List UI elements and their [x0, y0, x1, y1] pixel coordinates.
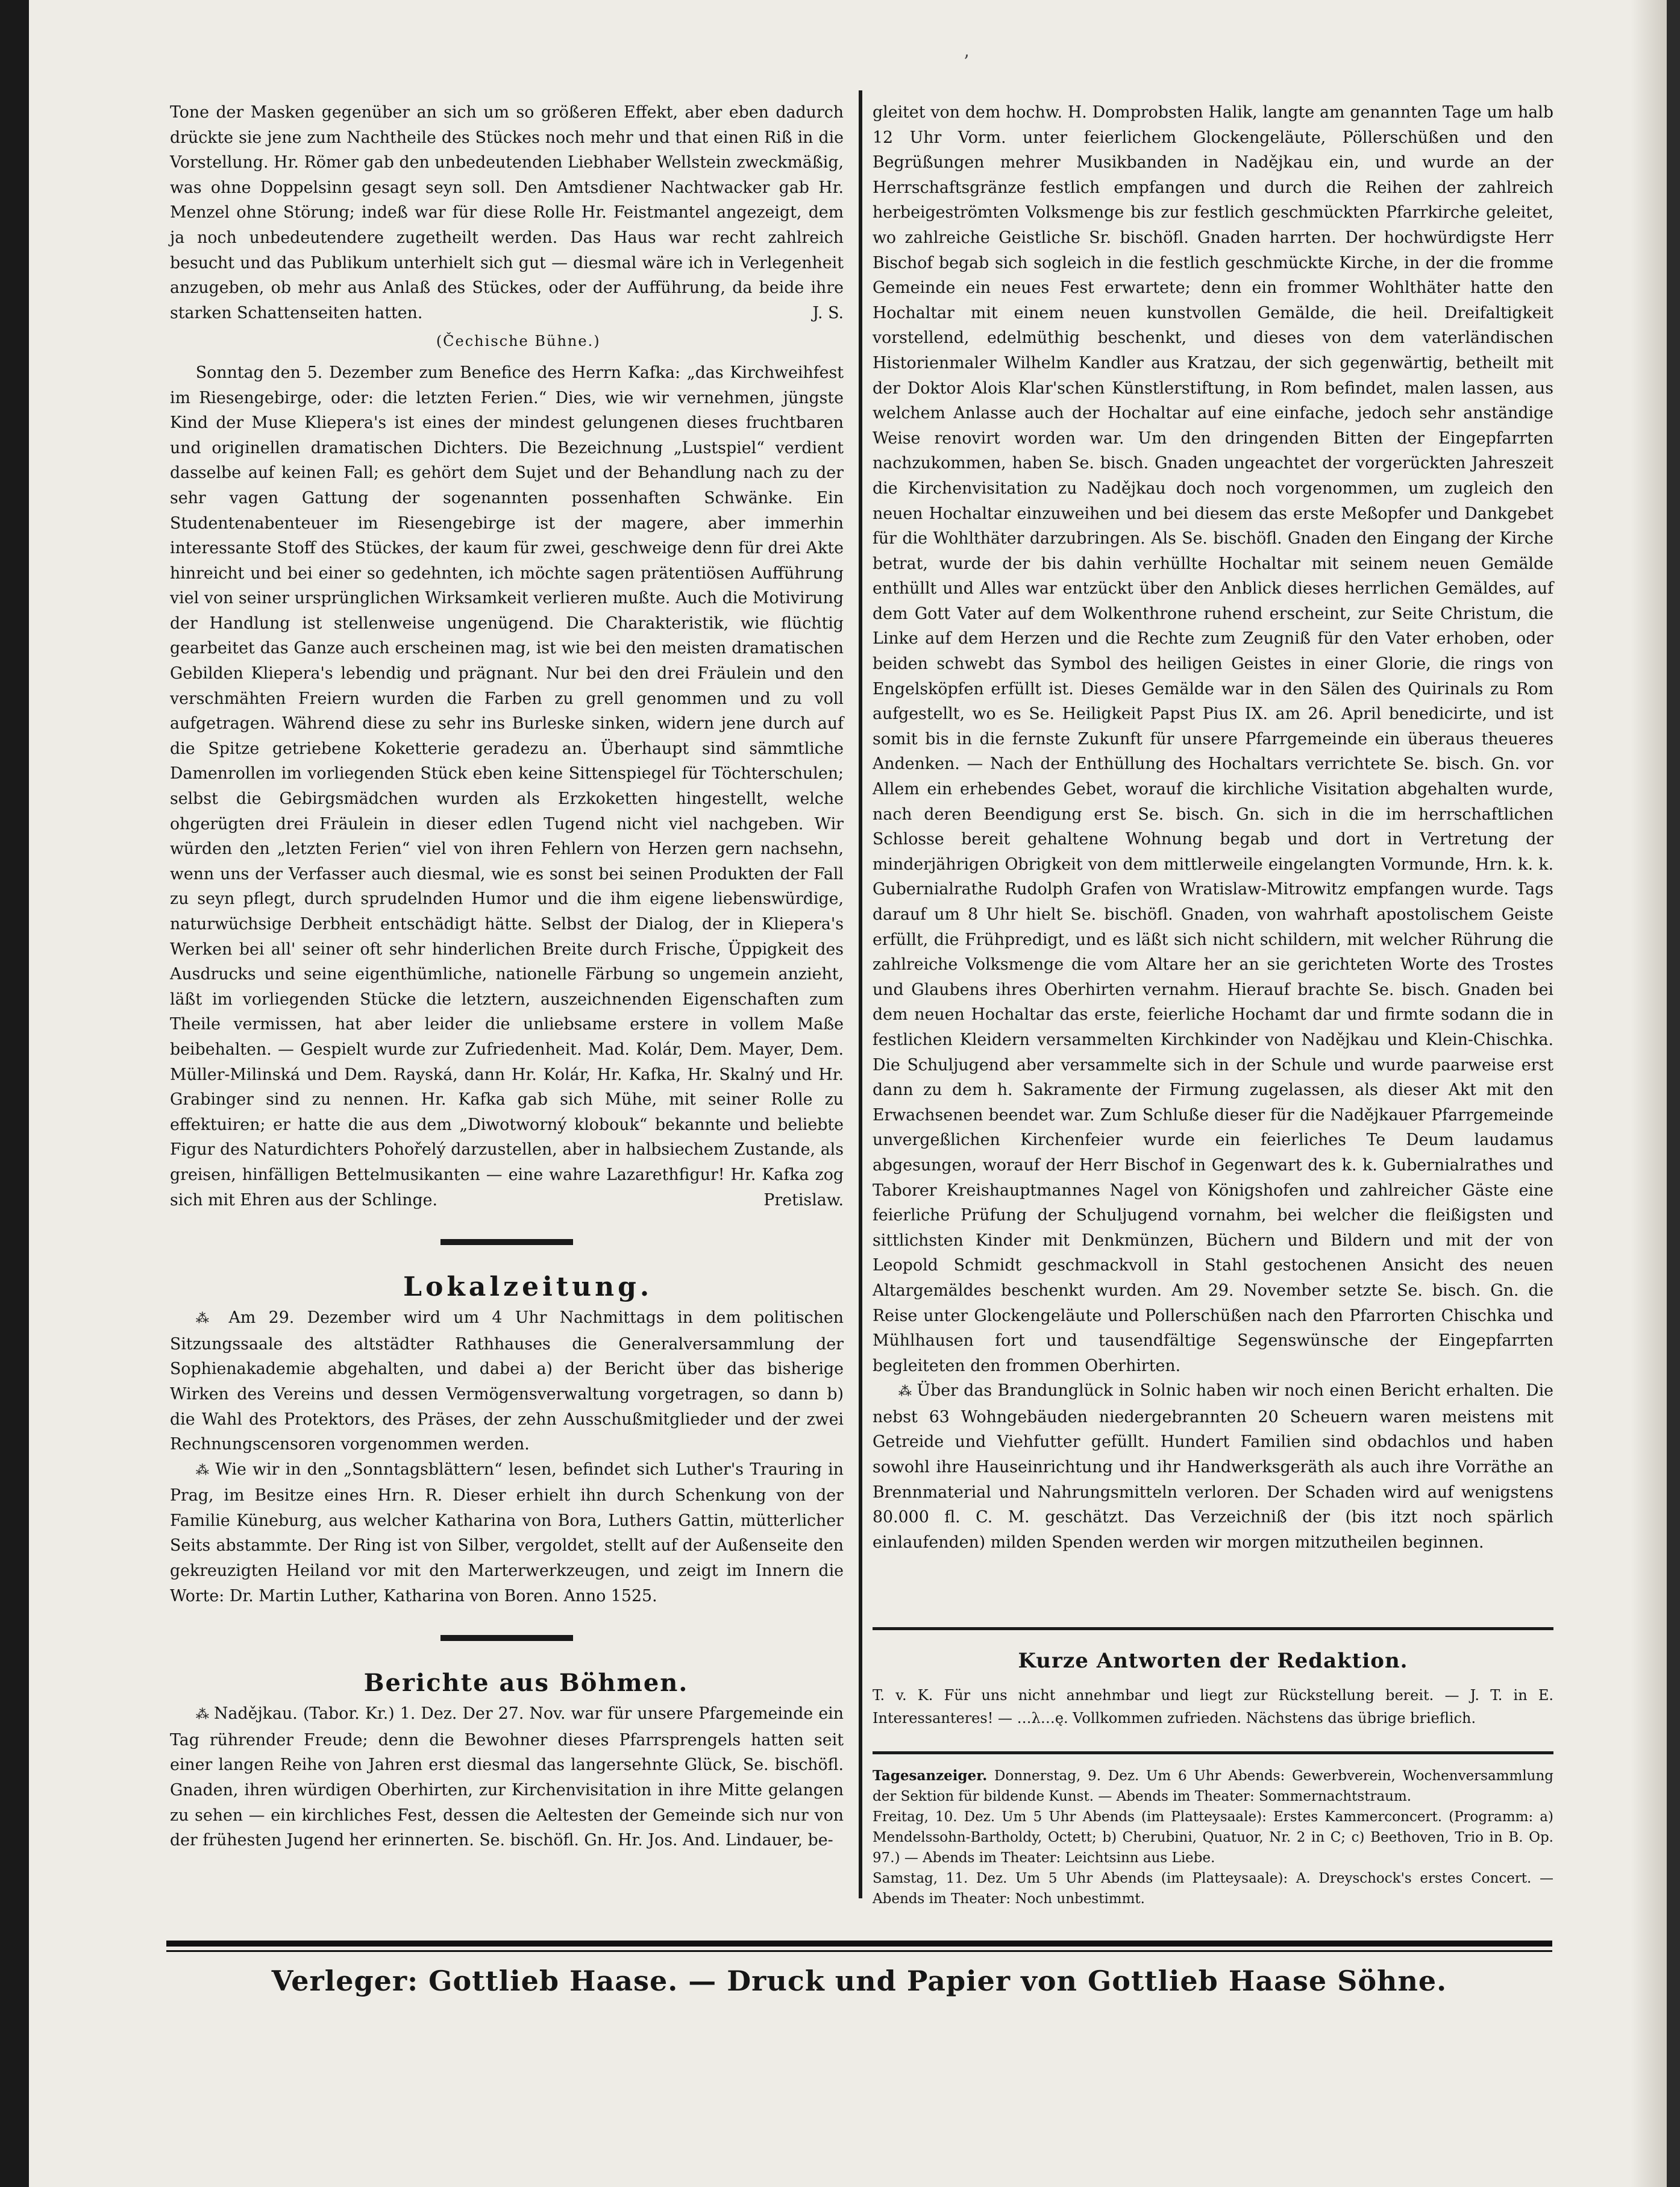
scan-page-curl-shadow — [1631, 0, 1667, 2187]
editorial-box-top-rule — [873, 1627, 1553, 1630]
section-divider-rule — [440, 1635, 573, 1641]
czech-stage-review-signature: Pretislaw. — [763, 1190, 844, 1210]
local-news-title: Lokalzeitung. — [403, 1272, 653, 1303]
column-divider — [859, 90, 862, 1898]
theatre-review-signature: J. S. — [812, 303, 844, 322]
nadejkau-report-continued: gleitet von dem hochw. H. Domprobsten Halik, langte am genannten Tage um halb 12 Uhr Vorm. unter feierlichem Glockengeläute, Pöllerschüßen und den Begrüßungen mehrer Musikbanden in Nadějkau ein, und wurde an der Herrschaftsgränze festlich empfangen und durch die Reihen der zahlreich herbeigeströmten Volksmenge bis zur festlich geschmückten Pfarrkirche geleitet, wo zahlreiche Geistliche Sr. bischöfl. Gnaden harrten. Der hochwürdigste Herr Bischof begab sich sogleich in die festlich geschmückte Kirche, in der die fromme Gemeinde ein neues Fest erwartete; denn ein frommer Wohlthäter hatte den Hochaltar mit einem neuen kunstvollen Gemälde, die heil. Dreifaltigkeit vorstellend, edelmüthig beschenkt, und dieses von dem vaterländischen Historienmaler Wilhelm Kandler aus Kratzau, der sich gegenwärtig, betheilt mit der Doktor Alois Klar'schen Künstlerstiftung, in Rom befindet, malen lassen, aus welchem Anlasse auch der Hochaltar auf eine einfache, jedoch sehr anständige Weise renovirt worden war. Um den dringenden Bitten der Eingepfarrten nachzukommen, haben Se. bisch. Gnaden ungeachtet der vorgerückten Jahreszeit die Kirchenvisitation zu Nadějkau doch noch vorgenommen, um zugleich den neuen Hochaltar einzuweihen und bei diesem das erste Meßopfer und Dankgebet für die Wohlthäter darzubringen. Als Se. bischöfl. Gnaden den Eingang der Kirche betrat, wurde der bis dahin verhüllte Hochaltar mit seinem neuen Gemälde enthüllt und Alles war entzückt über den Anblick dieses herrlichen Gemäldes, auf dem Gott Vater auf dem Wolkenthrone ruhend erscheint, zur Seite Christum, die Linke auf dem Herzen und die Rechte zum Zeugniß für den Vater erhoben, oder beiden schwebt das Symbol des heiligen Geistes in einer Glorie, die rings von Engelsköpfen erfüllt ist. Dieses Gemälde war in den Sälen des Quirinals zu Rom aufgestellt, wo es Se. Heiligkeit Papst Pius IX. am 26. April benedicirte, und ist somit bis in die fernste Zukunft für unsere Pfarrgemeinde ein überaus theueres Andenken. — Nach der Enthüllung des Hochaltars verrichtete Se. bisch. Gn. vor Allem ein erhebendes Gebet, worauf die kirchliche Visitation abgehalten wurde, nach deren Beendigung erst Se. bisch. Gn. sich in die im herrschaftlichen Schlosse bereit gehaltene Wohnung begab und dort in Vertretung der minderjährigen Obrigkeit von dem mittlerweile eingelangten Vormunde, Hrn. k. k. Gubernialrathe Rudolph Grafen von Wratislaw-Mitrowitz empfangen wurde. Tags darauf um 8 Uhr hielt Se. bischöfl. Gnaden, von wahrhaft apostolischem Geiste erfüllt, die Frühpredigt, und es läßt sich nicht schildern, mit welcher Rührung die zahlreiche Volksmenge die vom Altare her an sie gerichteten Worte des Trostes und Glaubens ihres Oberhirten vernahm. Hierauf brachte Se. bisch. Gnaden bei dem neuen Hochaltar das erste, feierliche Hochamt dar und firmte sodann die in festlichen Kleidern versammelten Kirchkinder von Nadějkau und Klein-Chischka. Die Schuljugend aber versammelte sich in der Schule und wurde paarweise erst dann zu dem h. Sakramente der Firmung zugelassen, als dieser Akt mit den Erwachsenen beendet war. Zum Schluße dieser für die Nadějkauer Pfarrgemeinde unvergeßlichen Kirchenfeier wurde ein feierliches Te Deum laudamus abgesungen, worauf der Herr Bischof in Gegenwart des k. k. Gubernialrathes und Taborer Kreishauptmannes Nagel von Königshofen und zahlreicher Gäste eine feierliche Prüfung der Schuljugend vornahm, bei welcher die fleißigsten und sittlichsten Kinder mit Denkmünzen, Büchern und Bildern und mit der von Leopold Schmidt geschmackvoll in Stahl gestochenen Ansicht des neuen Altargemäldes beschenkt wurden. Am 29. November setzte Se. bisch. Gn. die Reise unter Glockengeläute und Pollerschüßen nach den Pfarrorten Chischka und Mühlhausen fort und tausendfältige Segenswünsche der Eingepfarrten begleiteten den frommen Oberhirten. — [873, 103, 1553, 1375]
left-column — [170, 100, 844, 1853]
section-divider-rule — [440, 1239, 573, 1245]
solnic-fire-report: ⁂ Über das Brandunglück in Solnic haben wir noch einen Bericht erhalten. Die nebst 63 Wohngebäuden niedergebrannten 20 Scheuern waren meistens mit Getreide und Viehfutter gefüllt. Hundert Familien sind obdachlos und haben sowohl ihre Hauseinrichtung und ihr Handwerksgeräth als auch ihre Vorräthe an Brennmaterial und Nahrungsmitteln verloren. Der Schaden wird auf wenigstens 80.000 fl. C. M. geschätzt. Das Verzeichniß der (bis itzt noch spärlich einlaufenden) milden Spenden werden wir morgen mitzutheilen beginnen. — [873, 1381, 1553, 1552]
bohemia-reports-title: Berichte aus Böhmen. — [363, 1669, 689, 1698]
nadejkau-report-start: ⁂ Nadějkau. (Tabor. Kr.) 1. Dez. Der 27. Nov. war für unsere Pfargemeinde ein Tag rührender Freude; denn die Bewohner dieses Pfarrsprengels hatten seit einer langen Reihe von Jahren erst diesmal das langersehnte Glück, Se. bischöfl. Gnaden, ihren würdigen Oberhirten, zur Kirchenvisitation in ihre Mitte gelangen zu sehen — ein kirchliches Fest, dessen die Aeltesten der Gemeinde sich nur von der frühesten Jugend her erinnerten. Se. bischöfl. Gn. Hr. Jos. And. Lindauer, be- — [170, 1704, 844, 1850]
asterism-icon: ⁂ — [195, 1463, 216, 1478]
local-news-item-luther-ring: ⁂ Wie wir in den „Sonntagsblättern“ lesen, befindet sich Luther's Trauring in Prag, im Besitze eines Hrn. R. Dieser erhielt ihn durch Schenkung von der Familie Küneburg, aus welcher Katharina von Bora, Luthers Gattin, mütterlicher Seits abstammte. Der Ring ist von Silber, vergoldet, stellt auf der Außenseite den gekreuzigten Heiland vor mit den Marterwerkzeugen, und zeigt im Innern die Worte: Dr. Martin Luther, Katharina von Boren. Anno 1525. — [170, 1460, 844, 1605]
theatre-review-ending — [170, 100, 844, 325]
daily-events-friday: Freitag, 10. Dez. Um 5 Uhr Abends (im Platteysaale): Erstes Kammerconcert. (Programm: a) Mendelssohn-Bartholdy, Octett; b) Cherubini, Quatuor, Nr. 2 in C; c) Beethoven, Trio in B. Op. 97.) — Abends im Theater: Leichtsinn aus Liebe. — [873, 1809, 1553, 1866]
daily-events-saturday: Samstag, 11. Dez. Um 5 Uhr Abends (im Platteysaale): A. Dreyschock's erstes Concert. — Abends im Theater: Noch unbestimmt. — [873, 1871, 1553, 1907]
czech-stage-heading: (Čechische Bühne.) — [436, 333, 601, 350]
editorial-replies-box — [873, 1644, 1553, 1730]
editorial-box-bottom-rule — [873, 1751, 1553, 1754]
czech-stage-review-text: Sonntag den 5. Dezember zum Benefice des Herrn Kafka: „das Kirchweihfest im Riesengebirge, oder: die letzten Ferien.“ Dies, wie wir vernehmen, jüngste Kind der Muse Kliepera's ist eines der mindest gelungenen dieses fruchtbaren und originellen dramatischen Dichters. Die Bezeichnung „Lustspiel“ verdient dasselbe auf keinen Fall; es gehört dem Sujet und der Behandlung nach zu der sehr vagen Gattung der sogenannten possenhaften Schwänke. Ein Studentenabenteuer im Riesengebirge ist der magere, aber immerhin interessante Stoff des Stückes, der kaum für zwei, geschweige denn für drei Akte hinreicht und bei einer so gedehnten, ich möchte sagen prätentiösen Aufführung viel von seiner ursprünglichen Wirksamkeit verlieren mußte. Auch die Motivirung der Handlung ist stellenweise ungenügend. Die Charakteristik, wie flüchtig gearbeitet das Ganze auch erscheinen mag, ist wie bei den meisten dramatischen Gebilden Kliepera's lebendig und prägnant. Nur bei den drei Fräulein und den verschmähten Freiern wurden die Farben zu grell genommen und zu voll aufgetragen. Während diese zu sehr ins Burleske sinken, widern jene durch auf die Spitze getriebene Koketterie geradezu an. Überhaupt sind sämmtliche Damenrollen im vorliegenden Stück eben keine Sittenspiegel für Töchterschulen; selbst die Gebirgsmädchen wurden als Erzkoketten hingestellt, welche ohgerügten drei Fräulein in dieser edlen Tugend nicht viel nachgeben. Wir würden den „letzten Ferien“ viel von ihren Fehlern von Herzen gern nachsehn, wenn uns der Verfasser auch diesmal, wie es sonst bei seinen Produkten der Fall zu seyn pflegt, durch sprudelnden Humor und die ihm eigene liebenswürdige, naturwüchsige Derbheit entschädigt hätte. Selbst der Dialog, der in Kliepera's Werken bei all' seiner oft sehr hinderlichen Breite durch Frische, Üppigkeit des Ausdrucks und seine eigenthümliche, nationelle Färbung so ungemein anzieht, läßt im vorliegenden Stücke die letztern, auszeichnenden Eigenschaften zum Theile vermissen, hat aber leider die unliebsame erstere in vollem Maße beibehalten. — Gespielt wurde zur Zufriedenheit. Mad. Kolár, Dem. Mayer, Dem. Müller-Milinská und Dem. Rayská, dann Hr. Kolár, Hr. Kafka, Hr. Skalný und Hr. Grabinger sind zu nennen. Hr. Kafka gab sich Mühe, mit seiner Rolle zu effektuiren; er hatte die aus dem „Diwotworný klobouk“ bekannte und beliebte Figur des Naturdichters Pohořelý darzustellen, aber in halbsiechem Zustande, als greisen, hinfälligen Bettelmusikanten — eine wahre Lazarethfigur! Hr. Kafka zog sich mit Ehren aus der Schlinge. — [170, 363, 844, 1210]
asterism-icon: ⁂ — [195, 1707, 215, 1723]
editorial-replies-title: Kurze Antworten der Redaktion. — [1018, 1649, 1408, 1673]
editorial-replies-text: T. v. K. Für uns nicht annehmbar und liegt zur Rückstellung bereit. — J. T. in E. Interessanteres! — …λ…ę. Vollkommen zufrieden. Nächstens das übrige brieflich. — [873, 1687, 1553, 1727]
daily-events-label: Tagesanzeiger. — [873, 1768, 988, 1784]
theatre-review-text: Tone der Masken gegenüber an sich um so größeren Effekt, aber eben dadurch drückte sie jene zum Nachtheile des Stückes noch mehr und that einen Riß in die Vorstellung. Hr. Römer gab den unbedeutenden Liebhaber Wellstein zweckmäßig, was ohne Doppelsinn gesagt seyn soll. Den Amtsdiener Nachtwacker gab Hr. Menzel ohne Störung; indeß war für diese Rolle Hr. Feistmantel angezeigt, dem ja noch unbedeutendere zugetheilt werden. Das Haus war recht zahlreich besucht und das Publikum unterhielt sich gut — diesmal wäre ich in Verlegenheit anzugeben, ob mehr aus Anlaß des Stückes, oder der Aufführung, da beide ihre starken Schattenseiten hatten. — [170, 103, 844, 322]
imprint-top-rule — [166, 1941, 1552, 1947]
daily-events-listing — [873, 1766, 1553, 1909]
print-tick-mark: ʼ — [963, 52, 969, 73]
right-column — [873, 100, 1553, 1555]
scan-right-edge — [1667, 0, 1680, 2187]
local-news-item-sophienakademie: ⁂ Am 29. Dezember wird um 4 Uhr Nachmittags in dem politischen Sitzungssaale des altstädter Rathhauses die Generalversammlung der Sophienakademie abgehalten, und dabei a) der Bericht über das bisherige Wirken des Vereins und dessen Vermögensverwaltung vorgetragen, so dann b) die Wahl des Protektors, des Präses, der zehn Ausschußmitglieder und der zwei Rechnungscensoren vorgenommen werden. — [170, 1308, 844, 1454]
czech-stage-review — [170, 360, 844, 1213]
daily-events-thursday: Tagesanzeiger. Donnerstag, 9. Dez. Um 6 Uhr Abends: Gewerbverein, Wochenversammlung der Sektion für bildende Kunst. — Abends im Theater: Sommernachtstraum. — [873, 1768, 1554, 1804]
asterism-icon: ⁂ — [195, 1311, 229, 1327]
scan-left-edge — [0, 0, 29, 2187]
publisher-imprint: Verleger: Gottlieb Haase. — Druck und Papier von Gottlieb Haase Söhne. — [271, 1965, 1447, 1997]
asterism-icon: ⁂ — [898, 1384, 917, 1400]
imprint-thin-rule — [166, 1950, 1552, 1952]
